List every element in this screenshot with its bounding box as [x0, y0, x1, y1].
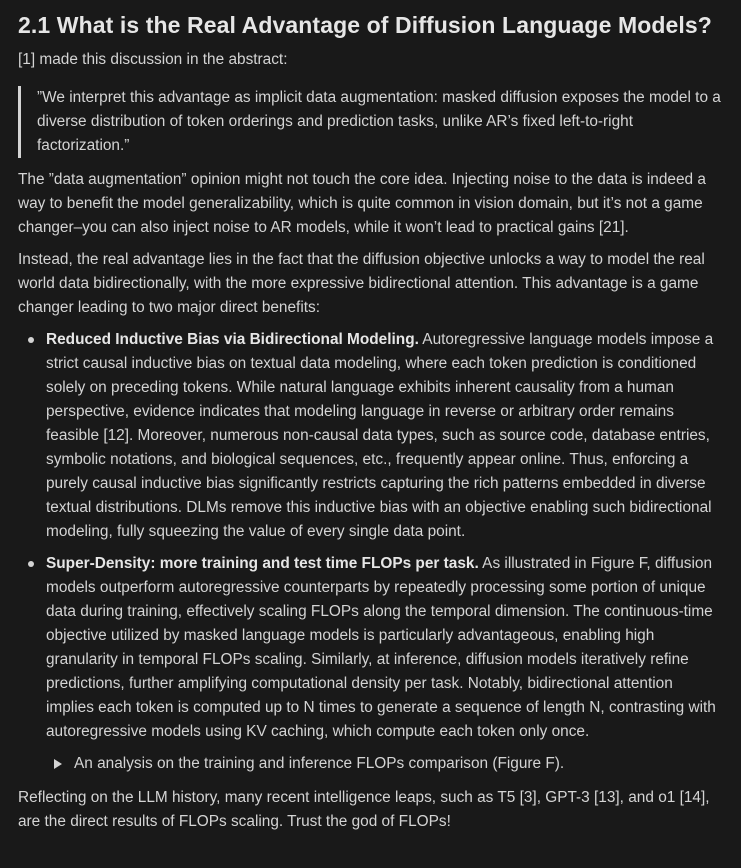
paragraph-real-advantage: Instead, the real advantage lies in the fact that the diffusion objective unlocks a way to model the real world data bidirectionally, with the more expressive bidirectional attention. This advantage is a game changer leading to two major direct benefits: [18, 251, 705, 316]
list-item [46, 328, 723, 544]
section-heading: 2.1 What is the Real Advantage of Diffusion Language Models? [18, 12, 712, 38]
bullet-dot-icon [28, 561, 34, 567]
intro-paragraph: [1] made this discussion in the abstract: [18, 51, 288, 68]
bullet-title: Super-Density: more training and test time FLOPs per task. [46, 555, 479, 572]
bullet-title: Reduced Inductive Bias via Bidirectional Modeling. [46, 331, 419, 348]
paragraph-llm-history: Reflecting on the LLM history, many recent intelligence leaps, such as T5 [3], GPT-3 [13], and o1 [14], are the direct results of FLOPs scaling. Trust the god of FLOPs! [18, 789, 710, 830]
triangle-right-icon[interactable] [54, 759, 62, 769]
bullet-dot-icon [28, 337, 34, 343]
abstract-quote [18, 86, 723, 158]
quote-text: ”We interpret this advantage as implicit data augmentation: masked diffusion exposes the model to a diverse distribution of token orderings and prediction tasks, unlike AR’s fixed left-to-right factorization.” [37, 89, 721, 154]
list-item [46, 552, 723, 744]
bullet-text: Autoregressive language models impose a strict causal inductive bias on textual data modeling, where each token prediction is conditioned solely on preceding tokens. While natural language exhibits inherent causality from a human perspective, evidence indicates that modeling language in reverse or arbitrary order remains feasible [12]. Moreover, numerous non-causal data types, such as source code, database entries, symbolic notations, and biological sequences, etc., frequently appear online. Thus, enforcing a purely causal inductive bias significantly restricts capturing the rich patterns embedded in diverse textual distributions. DLMs remove this inductive bias with an objective enabling such bidirectional modeling, fully squeezing the value of every single data point. [46, 331, 714, 540]
flops-analysis-toggle[interactable] [18, 752, 723, 776]
benefits-list [18, 328, 723, 744]
toggle-label[interactable]: An analysis on the training and inference FLOPs comparison (Figure F). [74, 755, 565, 772]
bullet-text: As illustrated in Figure F, diffusion models outperform autoregressive counterparts by repeatedly processing some portion of unique data during training, effectively scaling FLOPs along the temporal dimension. The continuous-time objective utilized by masked language models is particularly advantageous, enabling high granularity in temporal FLOPs scaling. Similarly, at inference, diffusion models iteratively refine predictions, further amplifying computational density per task. Notably, bidirectional attention implies each token is computed up to N times to generate a sequence of length N, contrasting with autoregressive models using KV caching, which compute each token only once. [46, 555, 716, 740]
paragraph-data-augmentation: The ”data augmentation” opinion might not touch the core idea. Injecting noise to the data is indeed a way to benefit the model generalizability, which is quite common in vision domain, but it’s not a game changer–you can also inject noise to AR models, while it won’t lead to practical gains [21]. [18, 171, 706, 236]
